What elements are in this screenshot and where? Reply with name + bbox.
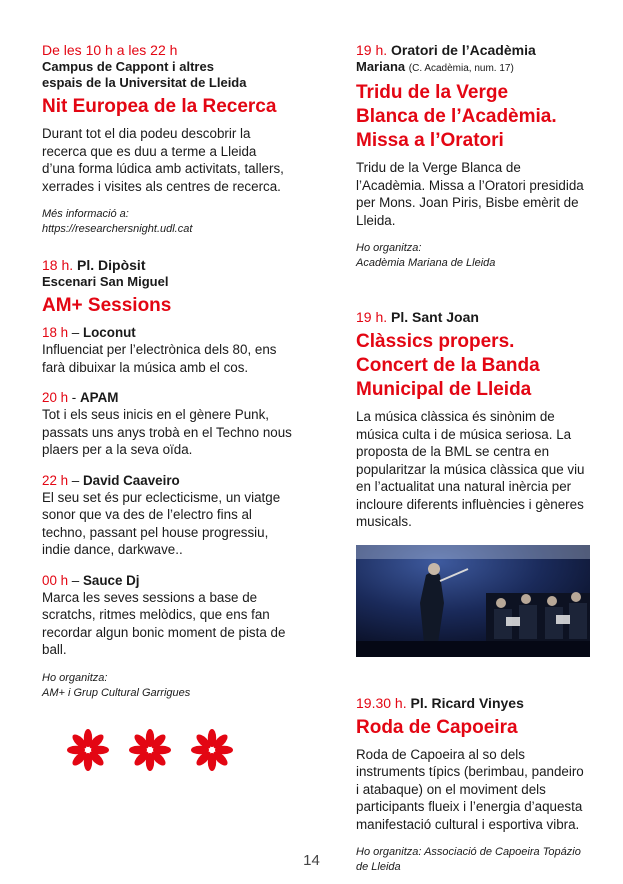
act-sep: - bbox=[68, 390, 80, 405]
title-line: Municipal de Lleida bbox=[356, 379, 532, 400]
event-classics bbox=[356, 309, 590, 657]
event-place: Pl. Dipòsit bbox=[77, 257, 146, 273]
event-address-note: (C. Acadèmia, num. 17) bbox=[408, 63, 514, 74]
meta-value: AM+ i Grup Cultural Garrigues bbox=[42, 686, 191, 699]
title-line: Clàssics propers. bbox=[356, 331, 515, 352]
left-column bbox=[42, 42, 292, 701]
event-am-sessions bbox=[42, 257, 292, 701]
title-line: Blanca de l’Acadèmia. bbox=[356, 106, 557, 127]
event-meta bbox=[356, 241, 590, 271]
act-head bbox=[42, 572, 292, 589]
event-capoeira bbox=[356, 695, 590, 876]
act-description: El seu set és pur eclecticisme, un viatge sonor que va des de l’electro fins al techno, passant pel house progressiu, indie dance, darkwave.. bbox=[42, 489, 281, 557]
title-line: Concert de la Banda bbox=[356, 355, 540, 376]
event-time: 19 h. bbox=[356, 309, 388, 325]
act-head bbox=[42, 324, 292, 341]
event-time-place bbox=[42, 257, 292, 274]
event-place: Oratori de l’Acadèmia bbox=[391, 42, 536, 58]
event-title bbox=[356, 81, 590, 153]
asterisk-icon bbox=[67, 729, 109, 771]
event-description: Roda de Capoeira al so dels instruments típics (berimbau, pandeiro i atabaque) on el moviment dels participants flueix i l’energia d’aquesta manifestació cultural i esportiva vibra. bbox=[356, 746, 584, 832]
event-place-line-1: Campus de Cappont i altres bbox=[42, 59, 214, 74]
act-time: 22 h bbox=[42, 472, 69, 488]
right-column bbox=[356, 42, 590, 875]
event-place: Pl. Ricard Vinyes bbox=[410, 694, 524, 711]
event-stage: Escenari San Miguel bbox=[42, 274, 169, 289]
act-name: APAM bbox=[79, 390, 119, 405]
act-sep: – bbox=[68, 325, 83, 340]
event-title bbox=[356, 330, 590, 402]
event-nit-europea bbox=[42, 42, 292, 237]
meta-label: Ho organitza: bbox=[356, 242, 422, 254]
act-name: Sauce Dj bbox=[82, 572, 140, 588]
event-time: 19 h. bbox=[356, 42, 388, 58]
meta-label: Més informació a: bbox=[42, 208, 129, 220]
event-time-place bbox=[356, 42, 590, 59]
event-time: 18 h. bbox=[42, 257, 74, 273]
event-meta bbox=[42, 671, 292, 701]
asterisk-icon-group bbox=[66, 726, 256, 776]
event-time-place bbox=[356, 309, 590, 326]
event-title: Nit Europea de la Recerca bbox=[42, 96, 277, 117]
meta-value: Acadèmia Mariana de Lleida bbox=[356, 257, 496, 269]
asterisk-icon bbox=[191, 729, 233, 771]
event-title: Roda de Capoeira bbox=[356, 716, 518, 738]
event-meta bbox=[42, 207, 292, 237]
event-time: De les 10 h a les 22 h bbox=[42, 42, 178, 58]
event-time-place bbox=[356, 695, 590, 712]
act-head bbox=[42, 389, 292, 406]
act-time: 20 h bbox=[42, 390, 69, 405]
act-description: Tot i els seus inicis en el gènere Punk, passats uns anys trobà en el Techno nous plaers per a la seva oïda. bbox=[42, 407, 292, 457]
act-time: 18 h bbox=[42, 325, 69, 340]
act-time: 00 h bbox=[42, 572, 69, 588]
page-number: 14 bbox=[303, 852, 320, 869]
meta-label: Ho organitza: bbox=[42, 671, 108, 684]
concert-photo bbox=[356, 545, 590, 657]
event-title: AM+ Sessions bbox=[42, 295, 172, 316]
title-line: Missa a l’Oratori bbox=[356, 130, 504, 151]
meta-link[interactable]: https://researchersnight.udl.cat bbox=[42, 223, 193, 235]
act-description: Marca les seves sessions a base de scratchs, ritmes melòdics, que ens fan recordar algun bonic moment de pista de ball. bbox=[42, 589, 286, 657]
event-place: Pl. Sant Joan bbox=[391, 309, 479, 325]
decorative-asterisks bbox=[66, 726, 256, 781]
event-description: Tridu de la Verge Blanca de l’Acadèmia. Missa a l’Oratori presidida per Mons. Joan Piris, Bisbe emèrit de Lleida. bbox=[356, 160, 584, 228]
act-name: David Caaveiro bbox=[82, 472, 180, 488]
asterisk-icon bbox=[129, 729, 171, 771]
act-name: Loconut bbox=[82, 325, 136, 340]
act-list bbox=[42, 324, 292, 659]
act-head bbox=[42, 472, 292, 489]
list-item bbox=[42, 389, 292, 459]
title-line: Tridu de la Verge bbox=[356, 82, 509, 103]
act-sep: – bbox=[68, 472, 83, 488]
event-time: 19.30 h. bbox=[356, 694, 407, 711]
list-item bbox=[42, 324, 292, 376]
act-sep: – bbox=[68, 572, 83, 588]
list-item bbox=[42, 472, 292, 559]
orchestra-image bbox=[356, 545, 590, 657]
event-meta: Ho organitza: Associació de Capoeira Topázio de Lleida bbox=[356, 846, 581, 873]
event-place-line-2: espais de la Universitat de Lleida bbox=[42, 75, 247, 90]
event-description: Durant tot el dia podeu descobrir la recerca que es duu a terme a Lleida d’una forma lúdica amb activitats, tallers, xerrades i visites als centres de recerca. bbox=[42, 126, 284, 194]
act-description: Influenciat per l’electrònica dels 80, ens farà dibuixar la música amb el cos. bbox=[42, 342, 277, 375]
event-place-line-2 bbox=[356, 59, 590, 77]
event-description: La música clàssica és sinònim de música culta i de música seriosa. La proposta de la BML se centra en popularitzar la música clàssica que viu en l’actualitat una natural inèrcia per incloure diferents influències i gèneres musicals. bbox=[356, 409, 585, 529]
event-place-cont: Mariana bbox=[356, 59, 406, 74]
event-tridu bbox=[356, 42, 590, 271]
list-item bbox=[42, 572, 292, 659]
